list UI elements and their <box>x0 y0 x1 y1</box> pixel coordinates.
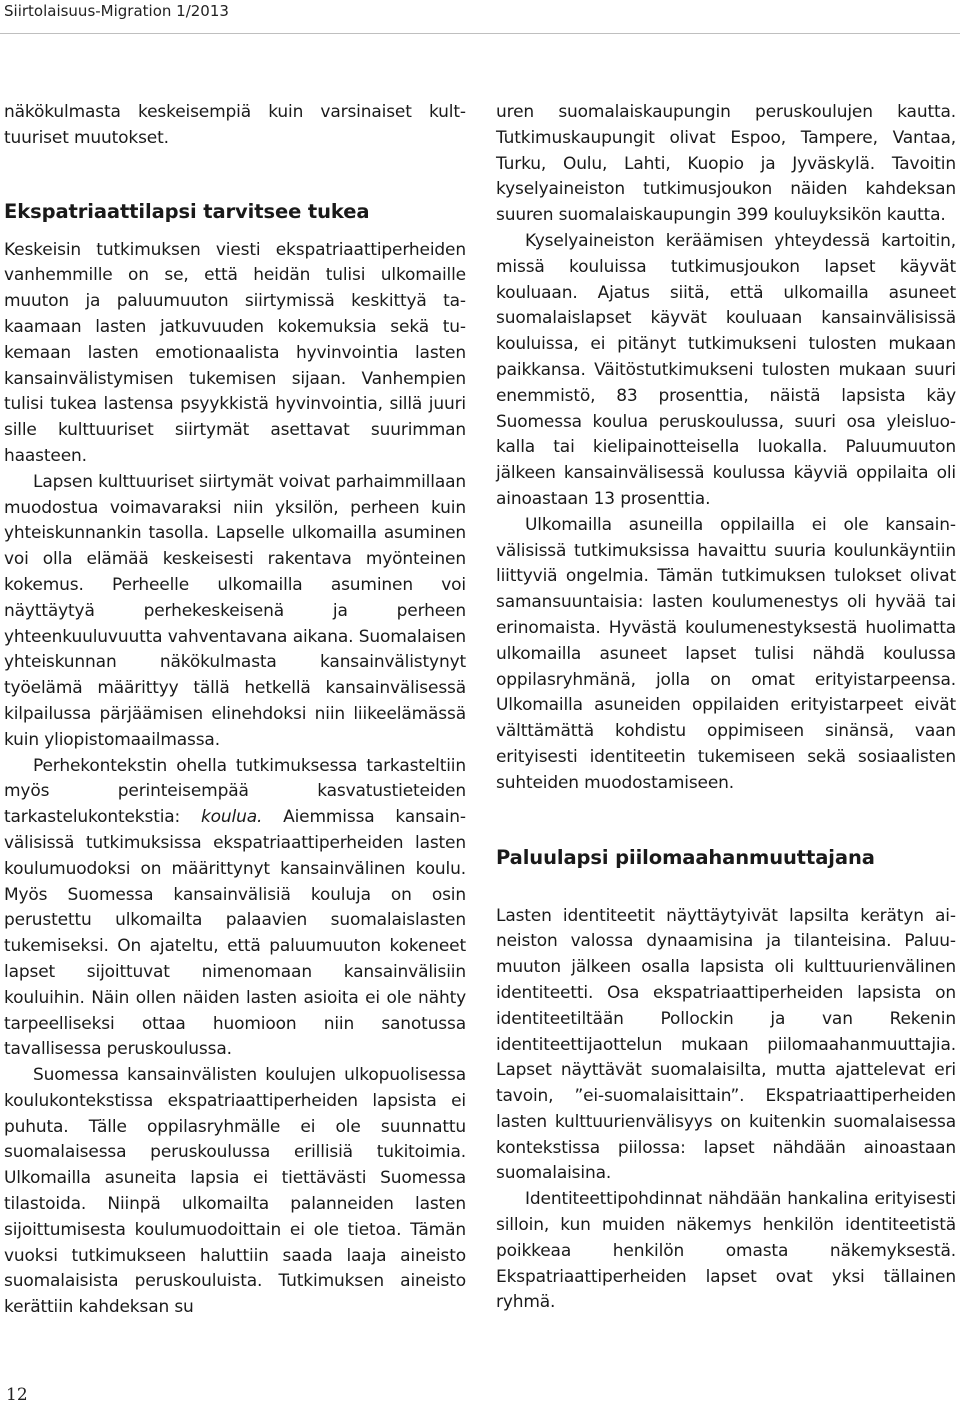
paragraph: Lasten identiteetit näyttäytyivät lapsilta kerätyn aineiston valossa dynaamisina ja tilanteisina. Paluumuuton jälkeen osalla lapsista oli kulttuurienvälinen identiteetti. Osa ekspatriaattiperheiden lapsista on identiteetiltään Pollockin ja van Rekenin identiteettijaottelun mukaan piilomaahanmuuttajia. Lapset näyttävät suomalaisilta, mutta ajattelevat eri tavoin, ”ei-suomalaisittain”. Ekspatriaattiperheiden lasten kulttuurienvälisyys on kuitenkin suomalaisessa kontekstissa piilossa: lapset nähdään ainoastaan suomalaisina. <box>496 905 956 1184</box>
paragraph: Kyselyaineiston keräämisen yhteydessä kartoitin, missä kouluissa tutkimusjoukon lapset käyvät kouluaan. Ajatus siitä, että ulkomailla asuneet suomalaislapset käyvät kouluaan kansainvälisissä kouluissa, ei pitänyt tutkimukseni tulosten mukaan paikkansa. Väitöstutkimukseni tulosten mukaan suuri enemmistö, 83 prosenttia, näistä lapsista käy Suomessa koulua peruskoulussa, suuri osa yleisluokalla tai kielipainotteisella luokalla. Paluumuuton jälkeen kansainvälisessä koulussa käyviä oppilaita oli ainoastaan 13 prosenttia. <box>496 230 956 509</box>
section-heading-return-child: Paluulapsi piilomaahanmuuttajana <box>496 845 875 869</box>
paragraph-intro: näkökulmasta keskeisempiä kuin varsinaiset kulttuuriset muutokset. <box>4 102 466 148</box>
left-column <box>4 100 466 1321</box>
paragraph: Lapsen kulttuuriset siirtymät voivat parhaimmillaan muodostua voimavaraksi niin yksilön, perheen kuin yhteiskunnankin tasolla. Lapselle ulkomailla asuminen voi olla elämää keskeisesti rakentava myönteinen kokemus. Perheelle ulkomailla asuminen voi näyttäytyä perhekeskeisenä ja perheen yhteenkuuluvuutta vahventavana aikana. Suomalaisen yhteiskunnan näkökulmasta kansainvälistynyt työelämä määrittyy tällä hetkellä kansainvälisessä kilpailussa pärjäämisen elinehdoksi niin liikeelämässä kuin yliopistomaailmassa. <box>4 471 466 750</box>
paragraph: Identiteettipohdinnat nähdään hankalina erityisesti silloin, kun muiden näkemys henkilön identiteetistä poikkeaa henkilön omasta näkemyksestä. Ekspatriaattiperheiden lapset ovat yksi tällainen ryhmä. <box>496 1189 956 1313</box>
section-heading-expat-child: Ekspatriaattilapsi tarvitsee tukea <box>4 199 370 223</box>
paragraph-text: Aiemmissa kansainvälisissä tutkimuksissa ekspatriaattiperheiden lasten koulumuodoksi on määrittynyt kansainvälinen koulu. Myös Suomessa kansainvälisiä kouluja on osin perustettu ulkomailta palaavien suomalaislasten tukemiseksi. On ajateltu, että paluumuuton kokeneet lapset sijoittuvat nimenomaan kansainvälisiin kouluihin. Näin ollen näiden lasten asioita ei ole nähty tarpeelliseksi ottaa huomioon niin sanotussa tavallisessa peruskoulussa. <box>4 807 466 1060</box>
paragraph <box>4 754 466 1064</box>
emphasis-text: koulua. <box>200 807 263 828</box>
running-title: Siirtolaisuus-Migration 1/2013 <box>4 2 229 20</box>
paragraph-continued: uren suomalaiskaupungin peruskoulujen kautta. Tutkimuskaupungit olivat Espoo, Tampere, Vantaa, Turku, Oulu, Lahti, Kuopio ja Jyväskylä. Tavoitin kyselyaineiston tutkimusjoukon näiden kahdeksan suuren suomalaiskaupungin 399 kouluyksikön kautta. <box>496 102 956 226</box>
paragraph: Ulkomailla asuneilla oppilailla ei ole kansainvälisissä tutkimuksissa havaittu suuria koulunkäyntiin liittyviä ongelmia. Tämän tutkimuksen tulokset olivat samansuuntaisia: lasten koulumenestys oli hyvää tai erinomaista. Hyvästä koulumenestyksestä huolimatta ulkomailla asuneet lapset tulisi nähdä koulussa oppilasryhmänä, jolla on omat erityistarpeensa. Ulkomailla asuneiden oppilaiden erityistarpeet eivät välttämättä kohdistu oppimiseen sinänsä, vaan erityisesti identiteetin tukemiseen sekä sosiaalisten suhteiden muodostamiseen. <box>496 514 956 793</box>
header-divider <box>0 33 960 34</box>
paragraph-text: Perhekontekstin ohella tutkimuksessa tarkasteltiin myös perinteisempää kasvatustieteiden tarkastelukontekstia: <box>4 755 466 828</box>
right-column <box>496 100 956 1316</box>
page-number: 12 <box>6 1385 28 1405</box>
paragraph: Suomessa kansainvälisten koulujen ulkopuolisessa koulukontekstissa ekspatriaattiperheiden lapsista ei puhuta. Tälle oppilasryhmälle ei ole suunnattu suomalaisessa peruskoulussa erillisiä tukitoimia. Ulkomailla asuneita lapsia ei tiettävästi Suomessa tilastoida. Niinpä ulkomailta palanneiden lasten sijoittumisesta koulumuodoittain ei ole tietoa. Tämän vuoksi tutkimukseen haluttiin saada laaja aineisto suomalaisista peruskouluista. Tutkimuksen aineisto kerättiin kahdeksan su <box>4 1065 466 1318</box>
paragraph: Keskeisin tutkimuksen viesti ekspatriaattiperheiden vanhemmille on se, että heidän tulisi ulkomaille muuton ja paluumuuton siirtymissä keskittyä takaamaan lasten jatkuvuuden kokemuksia sekä tukemaan lasten emotionaalista hyvinvointia lasten kansainvälistymisen tukemisen sijaan. Vanhempien tulisi tukea lastensa psyykkistä hyvinvointia, sillä juuri sille kulttuuriset siirtymät asettavat suurimman haasteen. <box>4 239 466 466</box>
